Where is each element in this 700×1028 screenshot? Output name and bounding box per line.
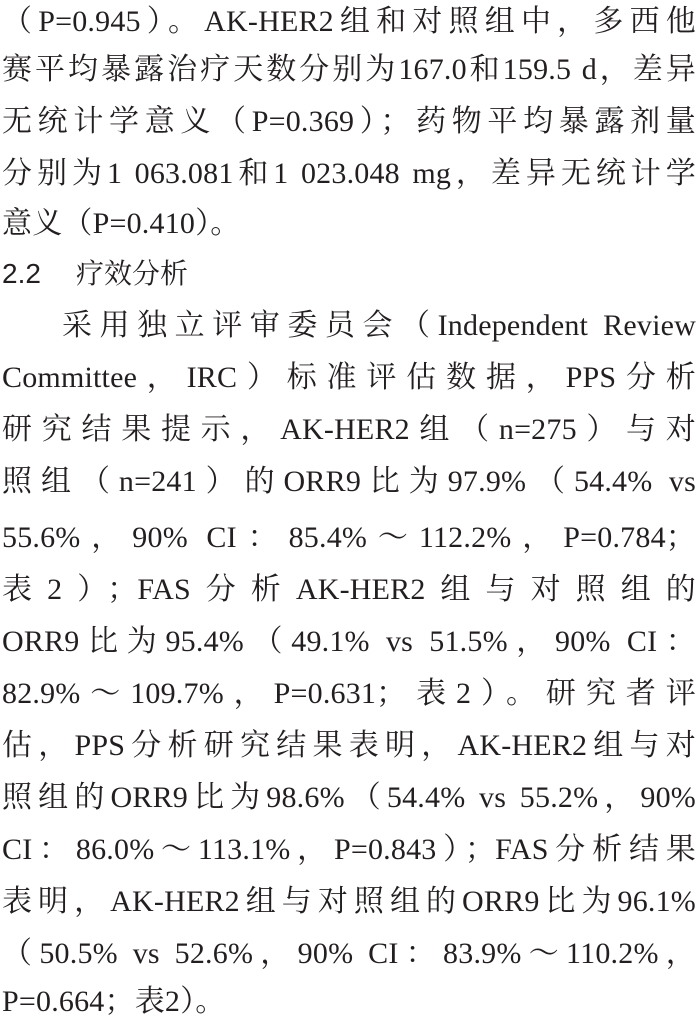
text-line: 82.9%～109.7%，P=0.631；表2）。研究者评 <box>2 677 696 710</box>
text-line: 表2）；FAS分析AK-HER2组与对照组的 <box>2 573 696 606</box>
text-line: Committee，IRC）标准评估数据，PPS分析 <box>2 361 696 394</box>
text-line: CI：86.0%～113.1%，P=0.843）；FAS分析结果 <box>2 833 696 866</box>
text-line: 赛平均暴露治疗天数分别为167.0和159.5 d，差异 <box>2 53 696 86</box>
text-line: 意义（P=0.410）。 <box>2 207 241 240</box>
text-line: （50.5% vs 52.6%，90% CI：83.9%～110.2%， <box>2 937 696 970</box>
text-line: 照组的ORR9比为98.6%（54.4% vs 55.2%，90% <box>2 781 696 814</box>
text-line: 分别为1 063.081和1 023.048 mg，差异无统计学 <box>2 157 696 190</box>
section-number: 2.2 <box>2 258 41 289</box>
text-line: 无统计学意义（P=0.369）；药物平均暴露剂量 <box>2 105 696 138</box>
section-heading <box>2 248 188 300</box>
text-line: 表明，AK-HER2组与对照组的ORR9比为96.1% <box>2 885 696 918</box>
text-line: 55.6%，90% CI：85.4%～112.2%，P=0.784； <box>2 521 696 554</box>
text-line: 照组（n=241）的ORR9比为97.9%（54.4% vs <box>2 465 696 498</box>
text-line: ORR9比为95.4%（49.1% vs 51.5%，90% CI： <box>2 625 696 658</box>
text-line: 采用独立评审委员会（Independent Review <box>62 309 696 342</box>
text-line: 估，PPS分析研究结果表明，AK-HER2组与对 <box>2 729 696 762</box>
text-line: 研究结果提示，AK-HER2组（n=275）与对 <box>2 413 696 446</box>
section-title: 疗效分析 <box>76 258 189 289</box>
text-line: （P=0.945）。AK-HER2组和对照组中，多西他 <box>2 5 696 38</box>
text-line: P=0.664；表2）。 <box>2 985 226 1018</box>
